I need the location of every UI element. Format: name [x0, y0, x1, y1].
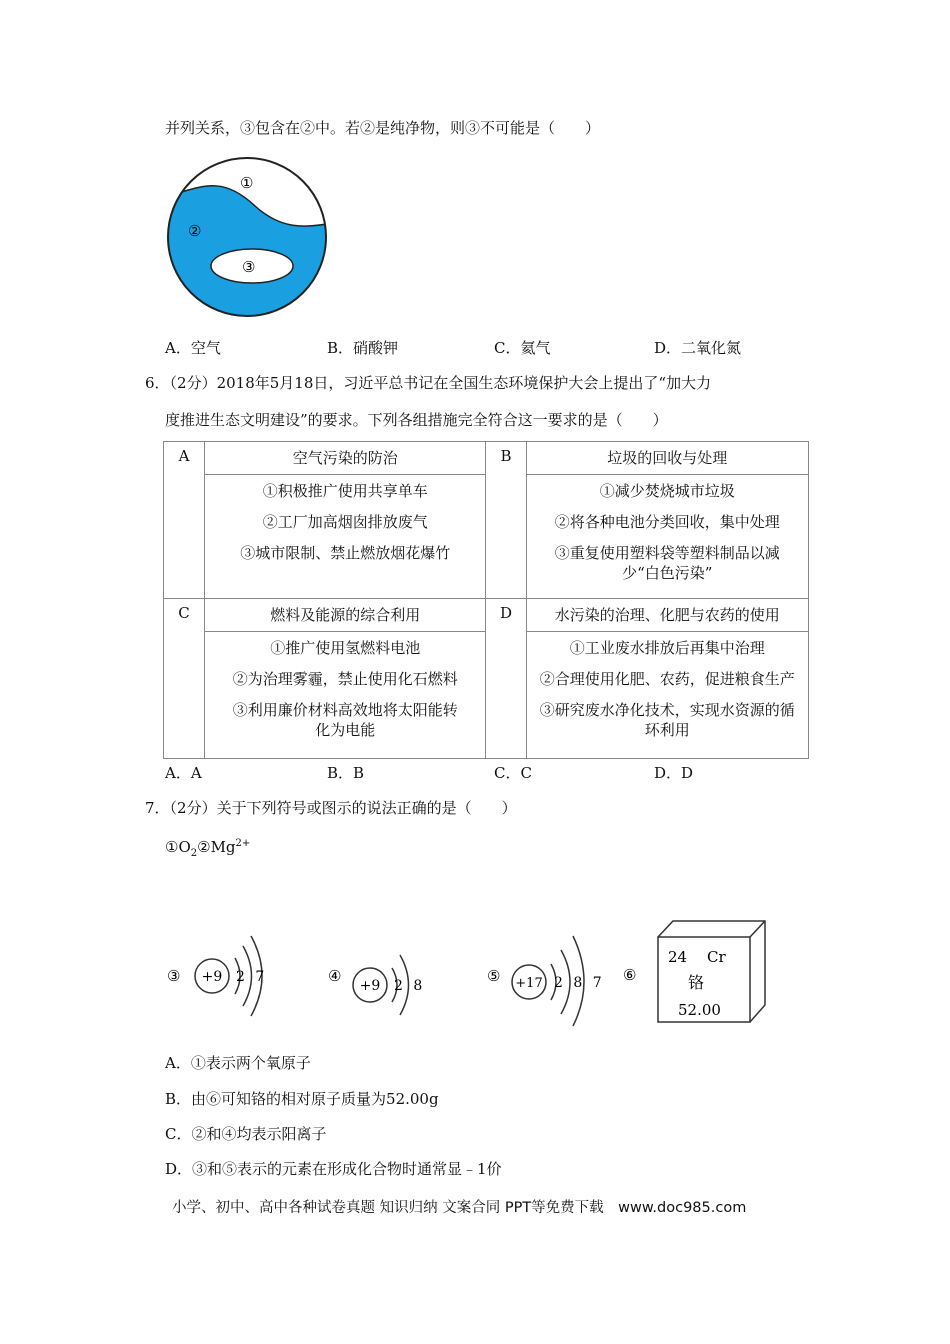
item-a1: ①积极推广使用共享单车: [262, 482, 428, 500]
item-c2: ②为治理雾霾，禁止使用化石燃料: [232, 670, 458, 688]
element-index: ⑥: [623, 966, 637, 984]
cell-items-b: [526, 475, 808, 599]
q7-option-d: D．③和⑤表示的元素在形成化合物时通常显﹣1价: [165, 1160, 502, 1178]
atom-5-index: ⑤: [487, 967, 501, 985]
item-d1: ①工业废水排放后再集中治理: [569, 639, 765, 657]
label-1: ①: [240, 174, 254, 192]
atom-3-shells: 2 7: [236, 969, 268, 985]
cell-title-a: 空气污染的防治: [205, 442, 486, 475]
item-c3: ③利用廉价材料高效地将太阳能转化为电能: [232, 701, 458, 739]
q7-symbols: [165, 833, 250, 865]
atom-4-index: ④: [328, 967, 342, 985]
element-cell-6: [618, 915, 768, 1027]
q5-option-d: D．二氧化氮: [654, 339, 742, 357]
atom-5-shells: 2 8 7: [554, 975, 605, 991]
cell-label-b: B: [486, 442, 526, 599]
q6-measures-table: [163, 441, 809, 759]
atom-3-index: ③: [167, 967, 181, 985]
q6-stem-line1: 6．（2分）2018年5月18日，习近平总书记在全国生态环境保护大会上提出了“加大力: [145, 374, 712, 392]
item-d3: ③研究废水净化技术，实现水资源的循环利用: [539, 701, 795, 739]
cell-title-c: 燃料及能源的综合利用: [205, 599, 486, 632]
symbol-o2: ①O: [165, 838, 191, 856]
element-name: 铬: [688, 973, 705, 992]
q6-option-d: D．D: [654, 764, 694, 782]
cell-label-a: A: [164, 442, 205, 599]
atom-structure-5: [485, 922, 610, 1027]
item-a2: ②工厂加高烟囱排放废气: [262, 513, 428, 531]
q7-option-a: A．①表示两个氧原子: [165, 1054, 311, 1072]
q5-venn-diagram: [160, 148, 335, 328]
item-c1: ①推广使用氢燃料电池: [270, 639, 421, 657]
cell-label-c: C: [164, 599, 205, 759]
item-a3: ③城市限制、禁止燃放烟花爆竹: [240, 544, 451, 562]
page-footer: 小学、初中、高中各种试卷真题 知识归纳 文案合同 PPT等免费下载 www.doc985.com: [172, 1200, 747, 1216]
q5-option-a: A．空气: [165, 339, 221, 357]
item-b1: ①减少焚烧城市垃圾: [599, 482, 735, 500]
element-symbol: Cr: [707, 948, 726, 966]
item-d2: ②合理使用化肥、农药，促进粮食生产: [539, 670, 795, 688]
q7-option-c: C．②和④均表示阳离子: [165, 1125, 327, 1143]
atom-4-shells: 2 8: [394, 978, 426, 994]
atom-4-nucleus-label: +9: [359, 978, 381, 994]
cell-items-d: [526, 632, 808, 759]
item-b3: ③重复使用塑料袋等塑料制品以减少“白色污染”: [554, 544, 780, 582]
symbol-mg-sup: 2+: [235, 838, 251, 849]
symbol-mg: ②Mg: [197, 838, 236, 856]
atomic-mass: 52.00: [678, 1001, 721, 1019]
label-3: ③: [242, 258, 256, 276]
q7-option-b: B．由⑥可知铬的相对原子质量为52.00g: [165, 1090, 439, 1108]
q6-option-b: B．B: [327, 764, 365, 782]
q7-stem: 7．（2分）关于下列符号或图示的说法正确的是（ ）: [145, 799, 517, 817]
atom-structure-4: [328, 928, 438, 1023]
q5-option-b: B．硝酸钾: [327, 339, 399, 357]
item-b2: ②将各种电池分类回收，集中处理: [554, 513, 780, 531]
cell-title-b: 垃圾的回收与处理: [526, 442, 808, 475]
q6-option-c: C．C: [494, 764, 532, 782]
q6-stem-line2: 度推进生态文明建设”的要求。下列各组措施完全符合这一要求的是（ ）: [165, 411, 668, 429]
cell-label-d: D: [486, 599, 526, 759]
cell-items-a: [205, 475, 486, 599]
atom-5-nucleus-label: +17: [515, 976, 543, 991]
q5-stem: 并列关系，③包含在②中。若②是纯净物，则③不可能是（ ）: [165, 119, 601, 137]
atomic-number: 24: [668, 948, 688, 966]
cell-items-c: [205, 632, 486, 759]
label-2: ②: [188, 222, 202, 240]
q5-option-c: C．氦气: [494, 339, 551, 357]
cell-title-d: 水污染的治理、化肥与农药的使用: [526, 599, 808, 632]
symbol-o2-sub: 2: [190, 848, 198, 859]
q6-option-a: A．A: [165, 764, 202, 782]
atom-3-nucleus-label: +9: [201, 969, 223, 985]
atom-structure-3: [165, 928, 275, 1023]
